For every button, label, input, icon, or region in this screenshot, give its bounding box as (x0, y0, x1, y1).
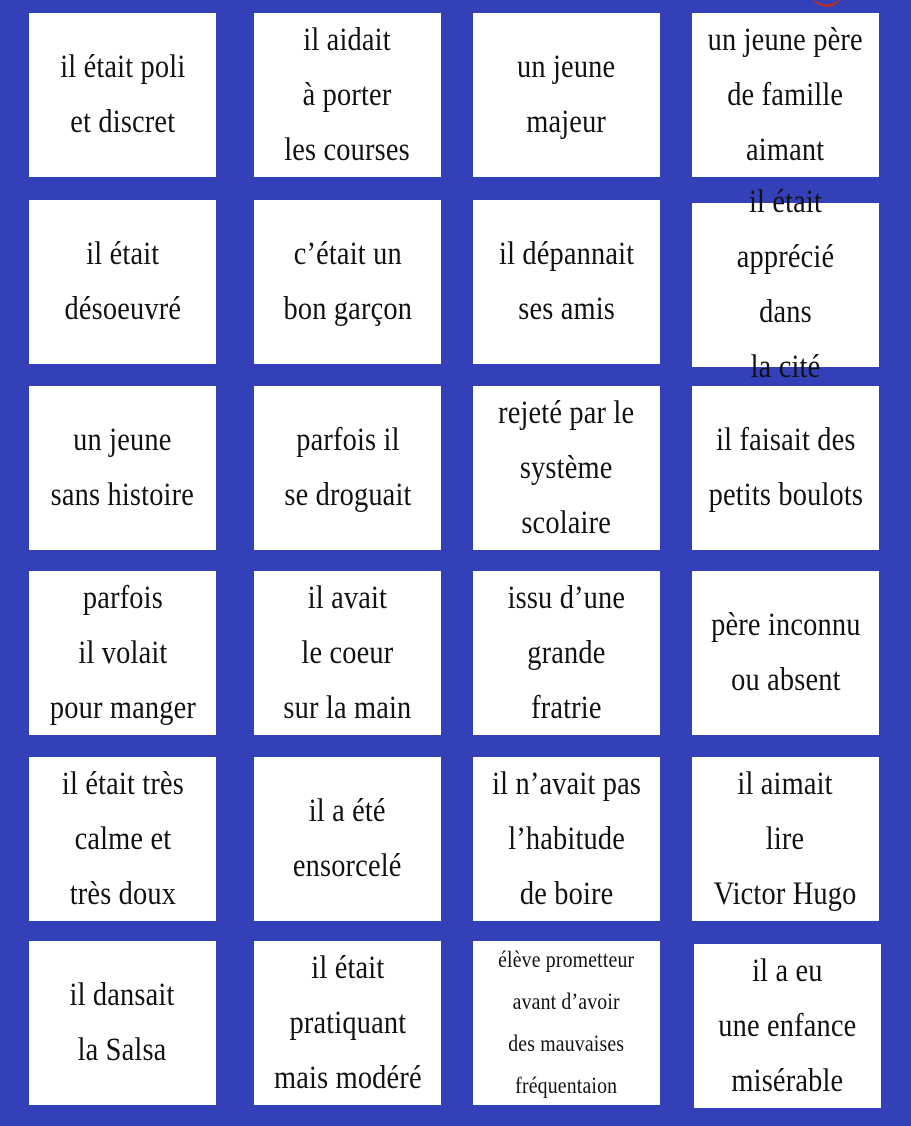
card-pratiquant[interactable] (254, 941, 441, 1105)
card-il-aidait[interactable] (254, 13, 441, 177)
card-label: issu d’une grande fratrie (507, 579, 626, 726)
card-eleve-prometteur[interactable] (473, 941, 660, 1105)
card-un-jeune-majeur[interactable] (473, 13, 660, 177)
card-label: il dansait la Salsa (70, 977, 175, 1068)
card-un-jeune-pere[interactable] (692, 13, 879, 177)
card-label: il a eu une enfance misérable (718, 952, 857, 1099)
card-victor-hugo[interactable] (692, 757, 879, 921)
card-grande-fratrie[interactable] (473, 571, 660, 735)
card-label: il n’avait pas l’habitude de boire (492, 765, 641, 912)
card-label: c’était un bon garçon (283, 236, 412, 327)
card-label: il était apprécié dans la cité (736, 184, 835, 385)
card-tres-calme[interactable] (29, 757, 216, 921)
card-il-depannait[interactable] (473, 200, 660, 364)
card-pere-inconnu[interactable] (692, 571, 879, 735)
card-label: il était désoeuvré (64, 236, 181, 327)
card-label: il dépannait ses amis (498, 236, 635, 327)
card-label: il était poli et discret (59, 49, 186, 140)
corner-decoration (812, 0, 842, 7)
card-il-etait-poli[interactable] (29, 13, 216, 177)
card-cetait-un-bon-garcon[interactable] (254, 200, 441, 364)
card-label: il a été ensorcelé (293, 793, 402, 884)
card-label: un jeune majeur (517, 49, 616, 140)
card-parfois-il-volait[interactable] (29, 571, 216, 735)
card-habitude-de-boire[interactable] (473, 757, 660, 921)
card-petits-boulots[interactable] (692, 386, 879, 550)
card-enfance-miserable[interactable] (694, 944, 881, 1108)
card-il-etait-apprecie[interactable] (692, 184, 879, 385)
card-un-jeune-sans-histoire[interactable] (29, 386, 216, 550)
card-il-etait-desoeuvre[interactable] (29, 200, 216, 364)
card-coeur-sur-la-main[interactable] (254, 571, 441, 735)
card-label: parfois il volait pour manger (49, 579, 196, 726)
card-label: un jeune père de famille aimant (707, 21, 864, 168)
card-label: il était pratiquant mais modéré (273, 949, 422, 1096)
card-label: il aimait lire Victor Hugo (714, 765, 857, 912)
card-label: il avait le coeur sur la main (283, 579, 412, 726)
card-rejete-par-le-systeme[interactable] (473, 386, 660, 550)
card-label: un jeune sans histoire (50, 422, 195, 513)
card-label: parfois il se droguait (283, 422, 412, 513)
card-ensorcele[interactable] (254, 757, 441, 921)
card-label: élève prometteur avant d’avoir des mauvaises fréquentaion (498, 947, 635, 1098)
card-label: père inconnu ou absent (710, 607, 861, 698)
card-salsa[interactable] (29, 941, 216, 1105)
card-label: il était très calme et très doux (61, 765, 184, 912)
card-label: il aidait à porter les courses (284, 21, 411, 168)
card-label: rejeté par le système scolaire (498, 394, 635, 541)
card-parfois-il-se-droguait[interactable] (254, 386, 441, 550)
card-label: il faisait des petits boulots (708, 422, 863, 513)
